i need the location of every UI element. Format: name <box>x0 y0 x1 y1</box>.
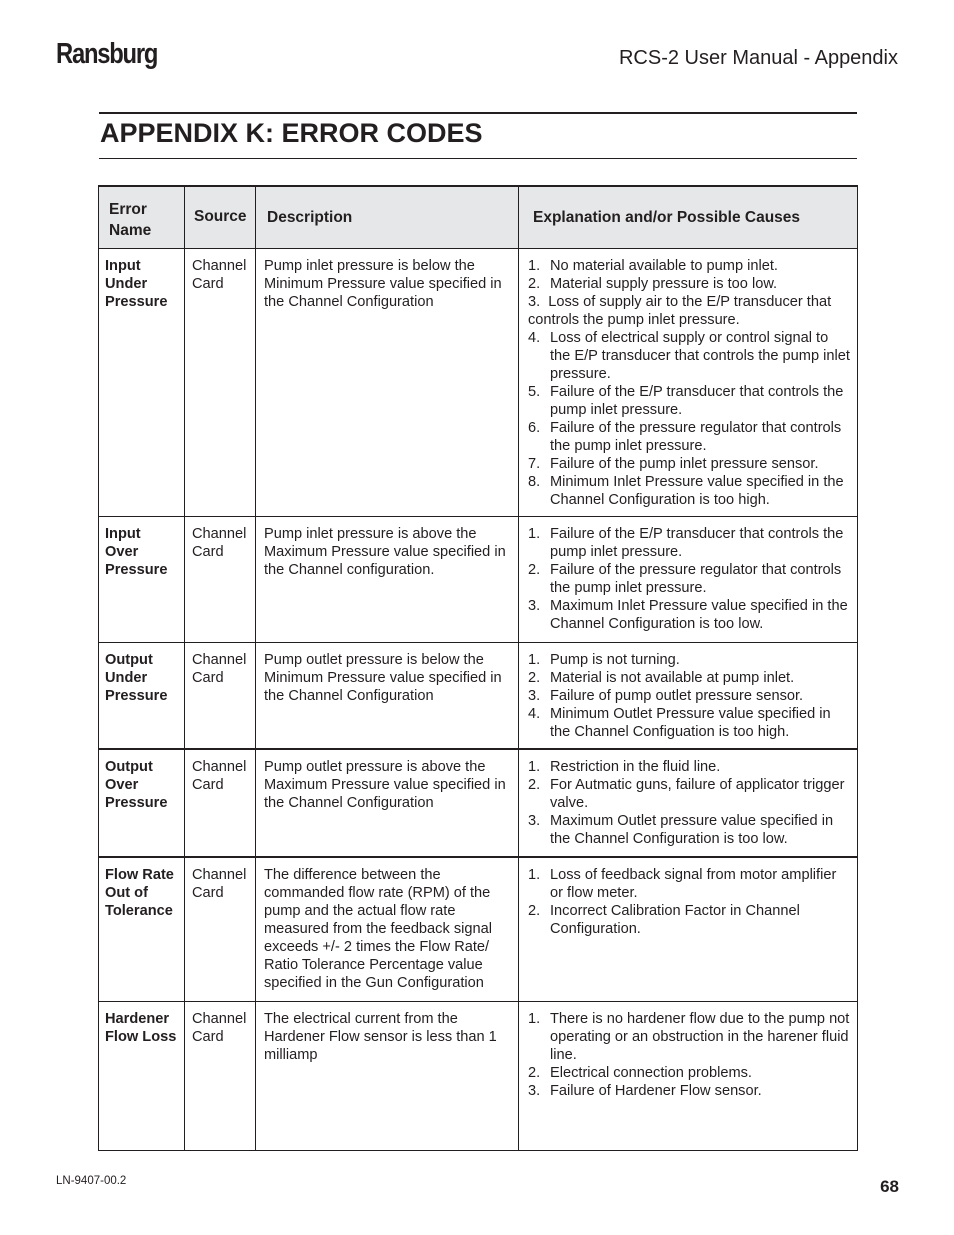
error-name-line: Input <box>105 257 141 274</box>
cause-number: 1. <box>528 1010 541 1027</box>
error-name-cell <box>99 1001 185 1150</box>
error-name-line: Hardener <box>105 1010 170 1027</box>
cause-number: 7. <box>528 455 541 472</box>
cause-text: For Autmatic guns, failure of applicator trigger valve. <box>550 777 845 811</box>
cause-text: Incorrect Calibration Factor in Channel Configuration. <box>550 903 800 937</box>
cause-item <box>528 651 851 669</box>
cause-item <box>528 275 851 293</box>
causes-list <box>528 257 851 509</box>
cause-text: Minimum Outlet Pressure value specified in the Channel Configuation is too high. <box>550 705 831 740</box>
cause-text: Failure of the pressure regulator that controls the pump inlet pressure. <box>550 561 842 596</box>
cause-text: No material available to pump inlet. <box>550 257 778 274</box>
table-header-row <box>99 186 858 248</box>
cause-item <box>528 687 851 705</box>
column-header-description: Description <box>256 186 519 248</box>
table-row <box>99 1001 858 1150</box>
table-row <box>99 857 858 1001</box>
cause-item <box>528 812 851 848</box>
page-title: APPENDIX K: ERROR CODES <box>100 118 483 148</box>
source-line: Card <box>192 777 224 793</box>
cause-number: 3. <box>528 597 541 614</box>
cause-item <box>528 293 851 329</box>
document-id: LN-9407-00.2 <box>56 1175 127 1187</box>
cause-text: Maximum Outlet pressure value specified in the Channel Configuration is too low. <box>550 813 834 847</box>
cause-item <box>528 383 851 419</box>
source-cell <box>185 857 256 1001</box>
cause-number: 3. <box>528 687 541 704</box>
source-line: Card <box>192 543 224 560</box>
cause-item <box>528 473 851 509</box>
causes-list <box>528 525 851 633</box>
causes-list <box>528 1010 851 1100</box>
cause-item <box>528 455 851 473</box>
cause-number: 8. <box>528 473 541 490</box>
ransburg-logo: Ransburg <box>56 38 158 70</box>
column-header-causes: Explanation and/or Possible Causes <box>519 186 858 248</box>
source-cell <box>185 1001 256 1150</box>
causes-cell <box>519 642 858 749</box>
cause-text: Restriction in the fluid line. <box>550 759 721 775</box>
cause-number: 1. <box>528 525 541 542</box>
cause-number: 2. <box>528 275 541 292</box>
cause-number: 1. <box>528 759 541 775</box>
cause-text: Failure of the E/P transducer that controls the pump inlet pressure. <box>550 383 844 418</box>
cause-number: 2. <box>528 777 541 793</box>
cause-text: Pump is not turning. <box>550 651 680 668</box>
cause-item <box>528 597 851 633</box>
source-line: Channel <box>192 867 247 883</box>
cause-item <box>528 419 851 455</box>
causes-list <box>528 651 851 741</box>
cause-text: Maximum Inlet Pressure value specified in the Channel Configuration is too low. <box>550 597 848 632</box>
source-cell <box>185 516 256 642</box>
table-row <box>99 642 858 749</box>
causes-cell <box>519 857 858 1001</box>
cause-number: 5. <box>528 383 541 400</box>
cause-text: Failure of the pressure regulator that controls the pump inlet pressure. <box>550 419 842 454</box>
cause-text: Material supply pressure is too low. <box>550 275 778 292</box>
error-name-cell <box>99 749 185 857</box>
manual-title: RCS-2 User Manual - Appendix <box>618 47 898 69</box>
source-line: Channel <box>192 525 247 542</box>
error-name-line: Output <box>105 759 153 775</box>
error-name-line: Pressure <box>105 561 168 578</box>
cause-number: 4. <box>528 705 541 722</box>
source-line: Card <box>192 885 224 901</box>
title-rule-top <box>99 112 857 114</box>
cause-item <box>528 1082 851 1100</box>
cause-text: Minimum Inlet Pressure value specified in the Channel Configuration is too high. <box>550 473 844 508</box>
cause-number: 1. <box>528 257 541 274</box>
table-row <box>99 248 858 516</box>
cause-item <box>528 329 851 383</box>
error-codes-table <box>98 185 858 1151</box>
cause-text: Electrical connection problems. <box>550 1064 752 1081</box>
cause-number: 4. <box>528 329 541 346</box>
cause-number: 1. <box>528 867 541 883</box>
cause-text: Failure of Hardener Flow sensor. <box>550 1082 762 1099</box>
cause-number: 2. <box>528 1064 541 1081</box>
causes-cell <box>519 248 858 516</box>
cause-number: 2. <box>528 669 541 686</box>
cause-text: Failure of the E/P transducer that controls the pump inlet pressure. <box>550 525 844 560</box>
cause-text: There is no hardener flow due to the pump not operating or an obstruction in the harener fluid line. <box>550 1010 850 1063</box>
error-name-line: Over <box>105 543 139 560</box>
cause-text: Loss of feedback signal from motor amplifier or flow meter. <box>550 867 837 901</box>
description-cell: Pump outlet pressure is below the Minimum Pressure value specified in the Channel Configuration <box>256 642 519 749</box>
causes-cell <box>519 516 858 642</box>
description-cell: The electrical current from the Hardener Flow sensor is less than 1 milliamp <box>256 1001 519 1150</box>
error-name-cell <box>99 516 185 642</box>
column-header-source: Source <box>185 186 256 248</box>
error-name-line: Under <box>105 275 148 292</box>
error-name-line: Pressure <box>105 293 168 310</box>
cause-text: Failure of pump outlet pressure sensor. <box>550 687 804 704</box>
cause-number: 3. <box>528 1082 541 1099</box>
causes-list <box>528 758 851 848</box>
page-number: 68 <box>880 1177 899 1196</box>
cause-item <box>528 525 851 561</box>
source-cell <box>185 642 256 749</box>
cause-text: Loss of supply air to the E/P transducer that controls the pump inlet pressure. <box>528 293 832 328</box>
source-line: Channel <box>192 651 247 668</box>
error-name-line: Pressure <box>105 795 168 811</box>
source-line: Card <box>192 669 224 686</box>
source-line: Card <box>192 1028 224 1045</box>
error-name-line: Input <box>105 525 141 542</box>
cause-item <box>528 257 851 275</box>
cause-item <box>528 1010 851 1064</box>
cause-number: 1. <box>528 651 541 668</box>
description-cell: Pump outlet pressure is above the Maximum Pressure value specified in the Channel Configuration <box>256 749 519 857</box>
cause-item <box>528 776 851 812</box>
causes-cell <box>519 749 858 857</box>
cause-number: 3. <box>528 293 541 310</box>
error-name-line: Over <box>105 777 139 793</box>
column-header-error-name: Error Name <box>99 186 185 248</box>
title-rule-bottom <box>99 158 857 159</box>
causes-list <box>528 866 851 938</box>
error-name-line: Flow Rate <box>105 867 174 883</box>
cause-number: 3. <box>528 813 541 829</box>
cause-item <box>528 902 851 938</box>
cause-number: 2. <box>528 903 541 919</box>
description-cell: The difference between the commanded flow rate (RPM) of the pump and the actual flow rate measured from the feedback signal exceeds +/- 2 times the Flow Rate/ Ratio Tolerance Percentage value specified in the Gun Configuration <box>256 857 519 1001</box>
cause-text: Material is not available at pump inlet. <box>550 669 795 686</box>
source-cell <box>185 248 256 516</box>
source-line: Channel <box>192 759 247 775</box>
cause-item <box>528 705 851 741</box>
cause-text: Failure of the pump inlet pressure sensor. <box>550 455 819 472</box>
causes-cell <box>519 1001 858 1150</box>
cause-item <box>528 866 851 902</box>
error-name-cell <box>99 642 185 749</box>
table-row <box>99 516 858 642</box>
error-name-line: Out of <box>105 885 148 901</box>
cause-number: 6. <box>528 419 541 436</box>
description-cell: Pump inlet pressure is below the Minimum Pressure value specified in the Channel Configuration <box>256 248 519 516</box>
error-name-cell <box>99 857 185 1001</box>
cause-text: Loss of electrical supply or control signal to the E/P transducer that controls the pump inlet pressure. <box>550 329 850 382</box>
description-cell: Pump inlet pressure is above the Maximum Pressure value specified in the Channel configuration. <box>256 516 519 642</box>
error-name-line: Tolerance <box>105 903 173 919</box>
error-name-line: Pressure <box>105 687 168 704</box>
error-name-cell <box>99 248 185 516</box>
error-name-line: Output <box>105 651 153 668</box>
cause-item <box>528 669 851 687</box>
cause-item <box>528 561 851 597</box>
cause-number: 2. <box>528 561 541 578</box>
error-name-line: Flow Loss <box>105 1028 177 1045</box>
table-row <box>99 749 858 857</box>
source-line: Channel <box>192 257 247 274</box>
error-name-line: Under <box>105 669 148 686</box>
cause-item <box>528 758 851 776</box>
cause-item <box>528 1064 851 1082</box>
source-line: Channel <box>192 1010 247 1027</box>
source-line: Card <box>192 275 224 292</box>
source-cell <box>185 749 256 857</box>
